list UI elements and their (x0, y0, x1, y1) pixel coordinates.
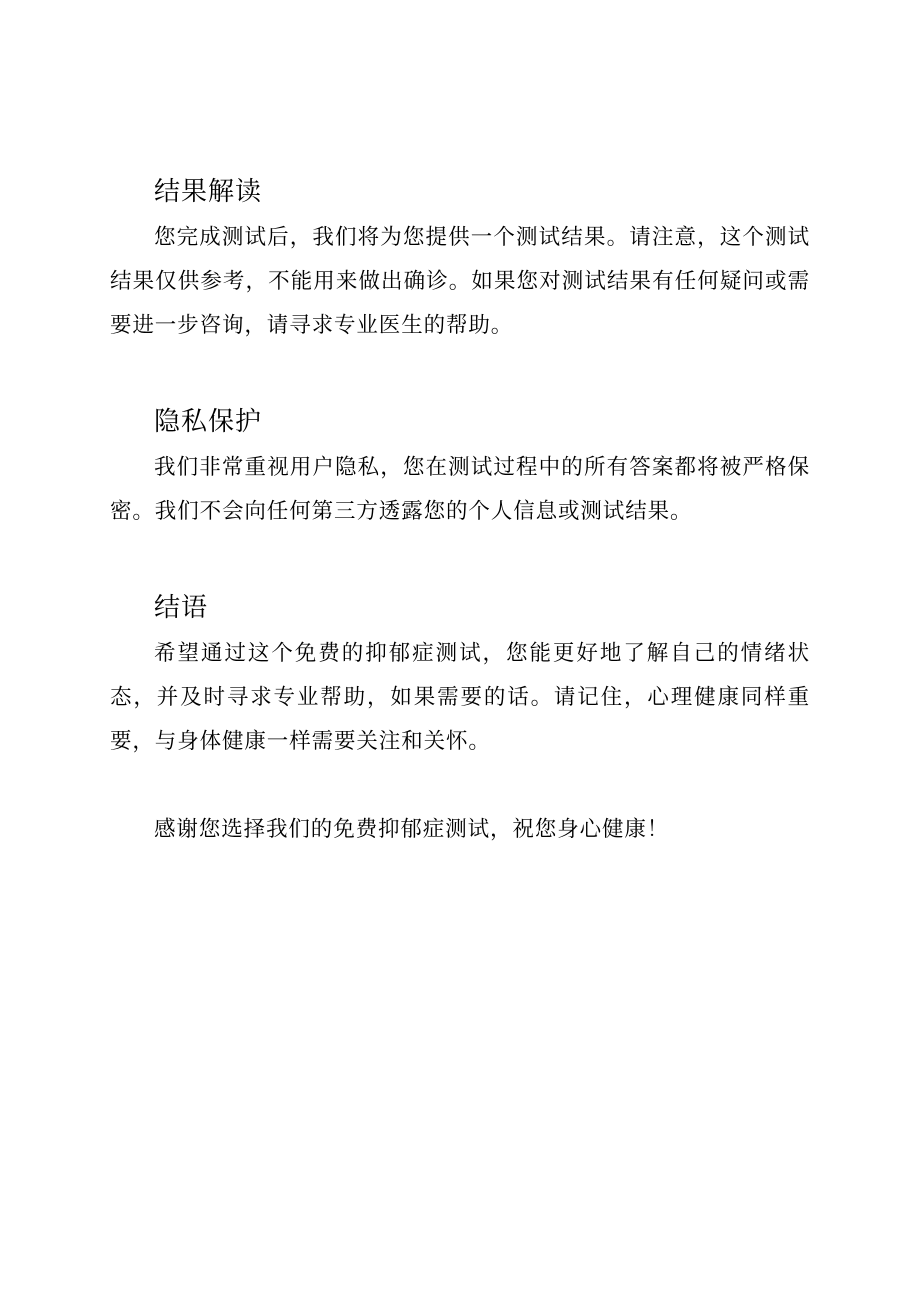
section-privacy (110, 402, 810, 534)
section-body: 希望通过这个免费的抑郁症测试，您能更好地了解自己的情绪状态，并及时寻求专业帮助，如果需要的话。请记住，心理健康同样重要，与身体健康一样需要关注和关怀。 (110, 641, 810, 754)
section-spacer (110, 764, 810, 808)
closing-line: 感谢您选择我们的免费抑郁症测试，祝您身心健康！ (154, 817, 670, 842)
section-body: 我们非常重视用户隐私，您在测试过程中的所有答案都将被严格保密。我们不会向任何第三方透露您的个人信息或测试结果。 (110, 455, 810, 524)
section-result-interpretation (110, 172, 810, 348)
section-conclusion (110, 588, 810, 764)
section-heading: 结语 (154, 593, 209, 623)
section-heading: 隐私保护 (154, 407, 263, 437)
document-content (110, 172, 810, 852)
section-spacer (110, 534, 810, 588)
section-heading: 结果解读 (154, 177, 263, 207)
section-body: 您完成测试后，我们将为您提供一个测试结果。请注意，这个测试结果仅供参考，不能用来做出确诊。如果您对测试结果有任何疑问或需要进一步咨询，请寻求专业医生的帮助。 (110, 225, 810, 338)
section-spacer (110, 348, 810, 402)
